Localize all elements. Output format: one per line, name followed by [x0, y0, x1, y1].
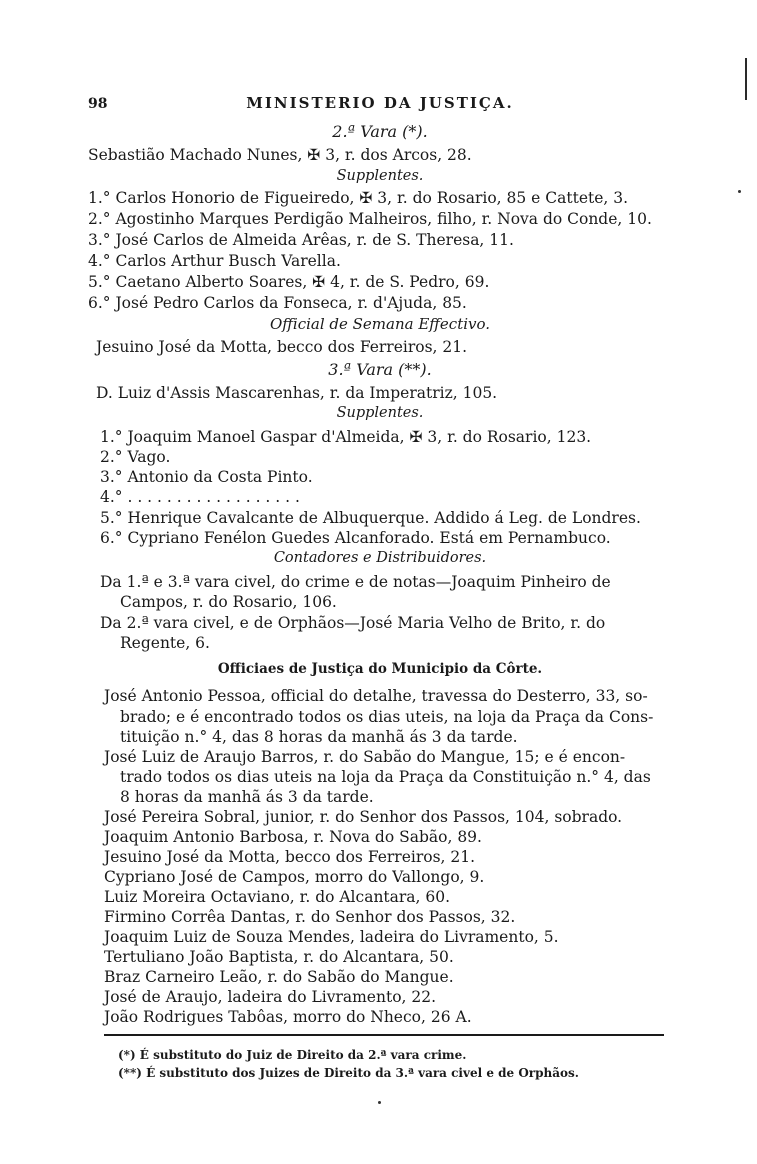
- vara2-supplentes-heading: Supplentes.: [336, 168, 424, 184]
- officiaes-line-17: João Rodrigues Tabôas, morro do Nheco, 26 A.: [104, 1008, 472, 1026]
- vara2-official: Jesuino José da Motta, becco dos Ferreiros, 21.: [96, 338, 468, 356]
- vara2-supplente-4: 4.° Carlos Arthur Busch Varella.: [88, 252, 341, 270]
- ink-speck: [738, 190, 741, 193]
- vara2-official-heading: Official de Semana Effectivo.: [269, 315, 491, 333]
- officiaes-line-15: Braz Carneiro Leão, r. do Sabão do Mangue.: [104, 968, 454, 986]
- officiaes-line-9: Jesuino José da Motta, becco dos Ferreiros, 21.: [104, 848, 476, 866]
- officiaes-line-16: José de Araujo, ladeira do Livramento, 22.: [104, 988, 437, 1006]
- officiaes-line-11: Luiz Moreira Octaviano, r. do Alcantara, 60.: [104, 888, 451, 906]
- vara2-judge: Sebastião Machado Nunes, ✠ 3, r. dos Arcos, 28.: [88, 146, 472, 164]
- vara3-supplente-6: 6.° Cypriano Fenélon Guedes Alcanforado. Está em Pernambuco.: [100, 529, 611, 547]
- officiaes-line-13: Joaquim Luiz de Souza Mendes, ladeira do Livramento, 5.: [104, 928, 559, 946]
- page-title: MINISTERIO DA JUSTIÇA.: [246, 94, 514, 112]
- officiaes-line-8: Joaquim Antonio Barbosa, r. Nova do Sabão, 89.: [104, 828, 482, 846]
- contadores-line-4: Regente, 6.: [120, 634, 210, 652]
- officiaes-line-2: brado; e é encontrado todos os dias uteis, na loja da Praça da Cons-: [120, 708, 654, 726]
- officiaes-line-14: Tertuliano João Baptista, r. do Alcantara, 50.: [104, 948, 454, 966]
- vara2-supplente-1: 1.° Carlos Honorio de Figueiredo, ✠ 3, r. do Rosario, 85 e Cattete, 3.: [88, 189, 629, 207]
- officiaes-line-7: José Pereira Sobral, junior, r. do Senhor dos Passos, 104, sobrado.: [104, 808, 623, 826]
- officiaes-line-12: Firmino Corrêa Dantas, r. do Senhor dos Passos, 32.: [104, 908, 516, 926]
- contadores-line-2: Campos, r. do Rosario, 106.: [120, 593, 337, 611]
- officiaes-line-4: José Luiz de Araujo Barros, r. do Sabão do Mangue, 15; e é encon-: [104, 748, 626, 766]
- vara3-judge: D. Luiz d'Assis Mascarenhas, r. da Imperatriz, 105.: [96, 384, 498, 402]
- vara2-supplente-5: 5.° Caetano Alberto Soares, ✠ 4, r. de S. Pedro, 69.: [88, 273, 490, 291]
- vara3-supplente-5: 5.° Henrique Cavalcante de Albuquerque. Addido á Leg. de Londres.: [100, 509, 641, 527]
- vara2-heading: 2.ª Vara (*).: [332, 122, 428, 141]
- officiaes-line-1: José Antonio Pessoa, official do detalhe, travessa do Desterro, 33, so-: [104, 687, 648, 705]
- page-number: 98: [88, 96, 108, 112]
- officiaes-heading: Officiaes de Justiça do Municipio da Côrte.: [217, 661, 543, 677]
- vara2-supplente-6: 6.° José Pedro Carlos da Fonseca, r. d'Ajuda, 85.: [88, 294, 467, 312]
- vara2-supplente-3: 3.° José Carlos de Almeida Arêas, r. de S. Theresa, 11.: [88, 231, 514, 249]
- margin-scan-mark: [745, 58, 747, 100]
- vara3-supplente-1: 1.° Joaquim Manoel Gaspar d'Almeida, ✠ 3, r. do Rosario, 123.: [100, 428, 592, 446]
- vara3-supplentes-heading: Supplentes.: [336, 405, 424, 421]
- vara3-heading: 3.ª Vara (**).: [328, 360, 432, 379]
- vara3-supplente-2: 2.° Vago.: [100, 448, 171, 466]
- ink-speck: [378, 1101, 381, 1104]
- vara3-supplente-4: 4.° . . . . . . . . . . . . . . . . . .: [100, 488, 300, 506]
- vara2-supplente-2: 2.° Agostinho Marques Perdigão Malheiros, filho, r. Nova do Conde, 10.: [88, 210, 652, 228]
- officiaes-line-6: 8 horas da manhã ás 3 da tarde.: [120, 788, 374, 806]
- footnote-rule: [104, 1034, 664, 1036]
- footnote-2: (**) É substituto dos Juizes de Direito da 3.ª vara civel e de Orphãos.: [118, 1066, 579, 1080]
- footnote-1: (*) É substituto do Juiz de Direito da 2.ª vara crime.: [118, 1048, 467, 1062]
- officiaes-line-10: Cypriano José de Campos, morro do Vallongo, 9.: [104, 868, 485, 886]
- vara3-supplente-3: 3.° Antonio da Costa Pinto.: [100, 468, 313, 486]
- contadores-line-3: Da 2.ª vara civel, e de Orphãos—José Maria Velho de Brito, r. do: [100, 614, 606, 632]
- officiaes-line-5: trado todos os dias uteis na loja da Praça da Constituição n.° 4, das: [120, 768, 651, 786]
- contadores-line-1: Da 1.ª e 3.ª vara civel, do crime e de notas—Joaquim Pinheiro de: [100, 573, 611, 591]
- officiaes-line-3: tituição n.° 4, das 8 horas da manhã ás 3 da tarde.: [120, 728, 518, 746]
- contadores-heading: Contadores e Distribuidores.: [273, 550, 487, 566]
